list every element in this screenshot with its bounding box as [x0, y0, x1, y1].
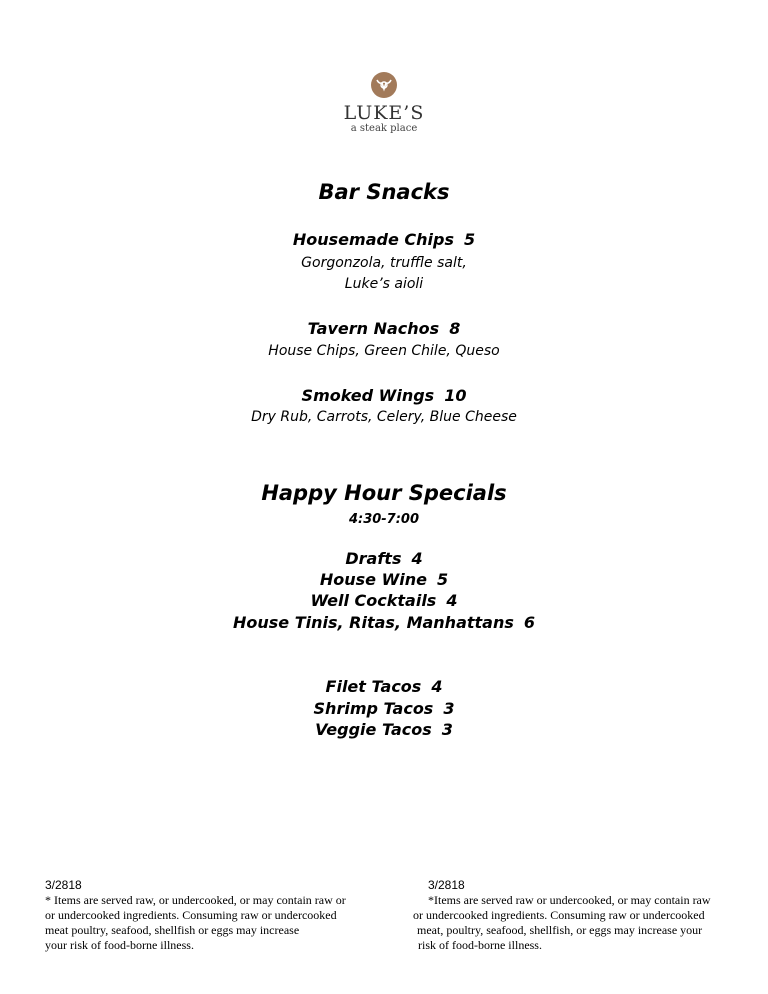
- menu-item: [0, 386, 768, 405]
- logo: [0, 72, 768, 135]
- steer-head-icon: [371, 72, 397, 98]
- item-name: Veggie Tacos: [315, 720, 432, 739]
- menu-item: [0, 230, 768, 249]
- item-name: House Wine: [319, 570, 427, 589]
- footer-line: *Items are served raw or undercooked, or may contain raw: [428, 893, 711, 907]
- item-name: Well Cocktails: [310, 591, 437, 610]
- item-name: House Tinis, Ritas, Manhattans: [232, 613, 514, 632]
- drink-item: [0, 570, 768, 589]
- item-price: 3: [441, 720, 453, 739]
- item-description: Gorgonzola, truffle salt,: [301, 255, 467, 271]
- menu-item: [0, 319, 768, 338]
- taco-item: [0, 677, 768, 696]
- footer-line: or undercooked ingredients. Consuming raw or undercooked: [413, 908, 705, 922]
- footer-notice-left: [45, 878, 385, 953]
- item-name: Housemade Chips: [292, 230, 454, 249]
- brand-tagline: a steak place: [350, 123, 418, 134]
- item-description: House Chips, Green Chile, Queso: [268, 343, 500, 359]
- footer-notice-right: [413, 878, 753, 953]
- item-price: 4: [431, 677, 443, 696]
- footer-date: 3/2818: [45, 878, 82, 892]
- item-price: 4: [446, 591, 458, 610]
- happy-hour-title: Happy Hour Specials: [261, 481, 507, 505]
- item-price: 5: [463, 230, 476, 249]
- happy-hour-times: 4:30-7:00: [348, 512, 420, 527]
- item-price: 10: [444, 386, 467, 405]
- footer-line: or undercooked ingredients. Consuming raw or undercooked: [45, 908, 337, 922]
- item-price: 8: [449, 319, 461, 338]
- item-name: Filet Tacos: [325, 677, 422, 696]
- item-price: 4: [411, 549, 423, 568]
- footer-line: meat, poultry, seafood, shellfish, or eggs may increase your: [417, 923, 703, 937]
- taco-item: [0, 720, 768, 739]
- drink-item: [0, 613, 768, 632]
- item-price: 6: [523, 613, 536, 632]
- drink-item: [0, 549, 768, 568]
- footer-line: risk of food-borne illness.: [418, 938, 542, 952]
- footer-line: * Items are served raw, or undercooked, or may contain raw or: [45, 893, 346, 907]
- drink-item: [0, 591, 768, 610]
- item-description: Luke’s aioli: [344, 276, 424, 292]
- taco-item: [0, 699, 768, 718]
- footer-date: 3/2818: [428, 878, 465, 892]
- item-description: Dry Rub, Carrots, Celery, Blue Cheese: [251, 409, 517, 425]
- item-name: Tavern Nachos: [307, 319, 440, 338]
- item-name: Smoked Wings: [301, 386, 435, 405]
- bar-snacks-title: Bar Snacks: [318, 180, 450, 204]
- footer-line: your risk of food-borne illness.: [45, 938, 194, 952]
- brand-name: LUKE’S: [343, 102, 425, 124]
- item-name: Drafts: [345, 549, 402, 568]
- item-name: Shrimp Tacos: [313, 699, 434, 718]
- item-price: 5: [436, 570, 449, 589]
- footer-line: meat poultry, seafood, shellfish or eggs may increase: [45, 923, 300, 937]
- item-price: 3: [443, 699, 455, 718]
